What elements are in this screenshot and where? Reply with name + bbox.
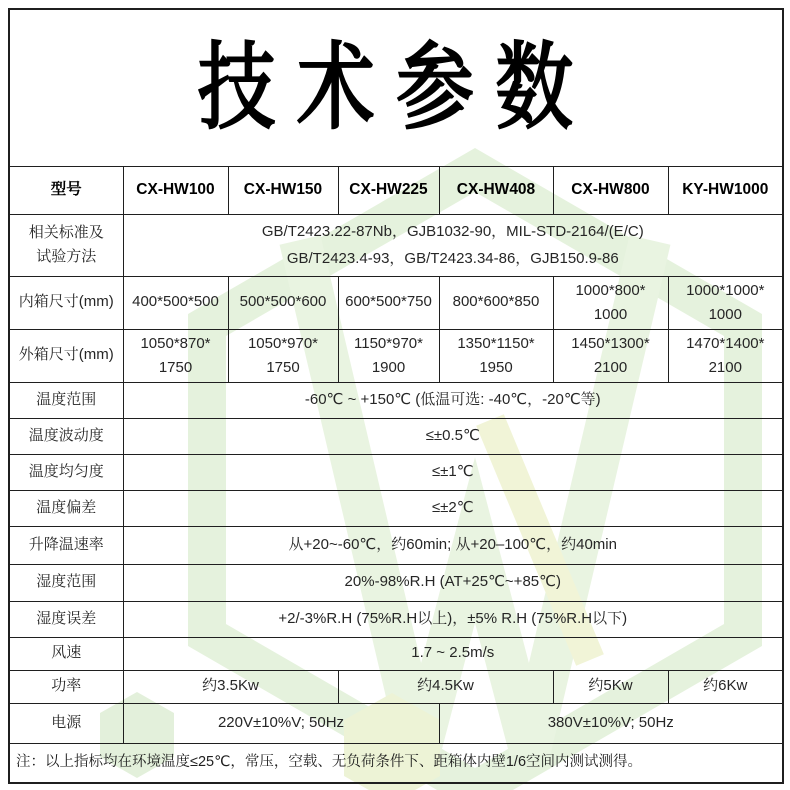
value-ramp-rate: 从+20~-60℃，约60min; 从+20–100℃，约40min bbox=[123, 526, 783, 564]
row-label-ramp-rate: 升降温速率 bbox=[9, 526, 123, 564]
row-label-wind-speed: 风速 bbox=[9, 637, 123, 670]
ramp-rate-row bbox=[9, 526, 783, 564]
inner-size-cell: 1000*800* 1000 bbox=[553, 276, 668, 329]
power-cell: 约3.5Kw bbox=[123, 670, 338, 703]
inner-size-cell: 400*500*500 bbox=[123, 276, 228, 329]
value-temp-range: -60℃ ~ +150℃ (低温可选: -40℃，-20℃等) bbox=[123, 382, 783, 418]
inner-size-cell: 600*500*750 bbox=[338, 276, 439, 329]
row-label-temp-range: 温度范围 bbox=[9, 382, 123, 418]
row-label-standards: 相关标准及 试验方法 bbox=[9, 214, 123, 276]
outer-size-cell: 1150*970* 1900 bbox=[338, 329, 439, 382]
note-row bbox=[9, 743, 783, 783]
value-humidity-range: 20%-98%R.H (AT+25℃~+85℃) bbox=[123, 564, 783, 601]
technical-parameters-table bbox=[8, 8, 784, 784]
standards-row bbox=[9, 214, 783, 276]
table-note: 注：以上指标均在环境温度≤25℃，常压，空载、无负荷条件下、距箱体内壁1/6空间内测试测得。 bbox=[9, 743, 783, 783]
standards-value: GB/T2423.22-87Nb，GJB1032-90，MIL-STD-2164/(E/C) GB/T2423.4-93，GB/T2423.34-86，GJB150.9-86 bbox=[123, 214, 783, 276]
inner-size-row bbox=[9, 276, 783, 329]
outer-size-cell: 1050*970* 1750 bbox=[228, 329, 338, 382]
temp-uniformity-row bbox=[9, 454, 783, 490]
models-header-row bbox=[9, 166, 783, 214]
model-name-cell: KY-HW1000 bbox=[668, 166, 783, 214]
outer-size-cell: 1450*1300* 2100 bbox=[553, 329, 668, 382]
outer-size-cell: 1350*1150* 1950 bbox=[439, 329, 553, 382]
wind-speed-row bbox=[9, 637, 783, 670]
model-column-label: 型号 bbox=[9, 166, 123, 214]
row-label-outer-size: 外箱尺寸(mm) bbox=[9, 329, 123, 382]
power-cell: 约6Kw bbox=[668, 670, 783, 703]
humidity-range-row bbox=[9, 564, 783, 601]
model-name-cell: CX-HW225 bbox=[338, 166, 439, 214]
row-label-humidity-error: 湿度误差 bbox=[9, 601, 123, 637]
power-supply-cell: 380V±10%V; 50Hz bbox=[439, 703, 783, 743]
outer-size-cell: 1050*870* 1750 bbox=[123, 329, 228, 382]
temp-deviation-row bbox=[9, 490, 783, 526]
power-cell: 约5Kw bbox=[553, 670, 668, 703]
temp-fluctuation-row bbox=[9, 418, 783, 454]
model-name-cell: CX-HW800 bbox=[553, 166, 668, 214]
inner-size-cell: 1000*1000* 1000 bbox=[668, 276, 783, 329]
title-row bbox=[9, 9, 783, 166]
model-name-cell: CX-HW408 bbox=[439, 166, 553, 214]
power-cell: 约4.5Kw bbox=[338, 670, 553, 703]
row-label-power-supply: 电源 bbox=[9, 703, 123, 743]
power-supply-row bbox=[9, 703, 783, 743]
row-label-temp-fluctuation: 温度波动度 bbox=[9, 418, 123, 454]
power-row bbox=[9, 670, 783, 703]
value-wind-speed: 1.7 ~ 2.5m/s bbox=[123, 637, 783, 670]
row-label-humidity-range: 湿度范围 bbox=[9, 564, 123, 601]
value-temp-fluctuation: ≤±0.5℃ bbox=[123, 418, 783, 454]
humidity-error-row bbox=[9, 601, 783, 637]
inner-size-cell: 800*600*850 bbox=[439, 276, 553, 329]
temp-range-row bbox=[9, 382, 783, 418]
page-title: 技术参数 bbox=[197, 34, 595, 141]
value-temp-uniformity: ≤±1℃ bbox=[123, 454, 783, 490]
value-temp-deviation: ≤±2℃ bbox=[123, 490, 783, 526]
row-label-temp-deviation: 温度偏差 bbox=[9, 490, 123, 526]
inner-size-cell: 500*500*600 bbox=[228, 276, 338, 329]
value-humidity-error: +2/-3%R.H (75%R.H以上)，±5% R.H (75%R.H以下) bbox=[123, 601, 783, 637]
row-label-temp-uniformity: 温度均匀度 bbox=[9, 454, 123, 490]
outer-size-row bbox=[9, 329, 783, 382]
row-label-inner-size: 内箱尺寸(mm) bbox=[9, 276, 123, 329]
model-name-cell: CX-HW150 bbox=[228, 166, 338, 214]
model-name-cell: CX-HW100 bbox=[123, 166, 228, 214]
outer-size-cell: 1470*1400* 2100 bbox=[668, 329, 783, 382]
row-label-power: 功率 bbox=[9, 670, 123, 703]
power-supply-cell: 220V±10%V; 50Hz bbox=[123, 703, 439, 743]
